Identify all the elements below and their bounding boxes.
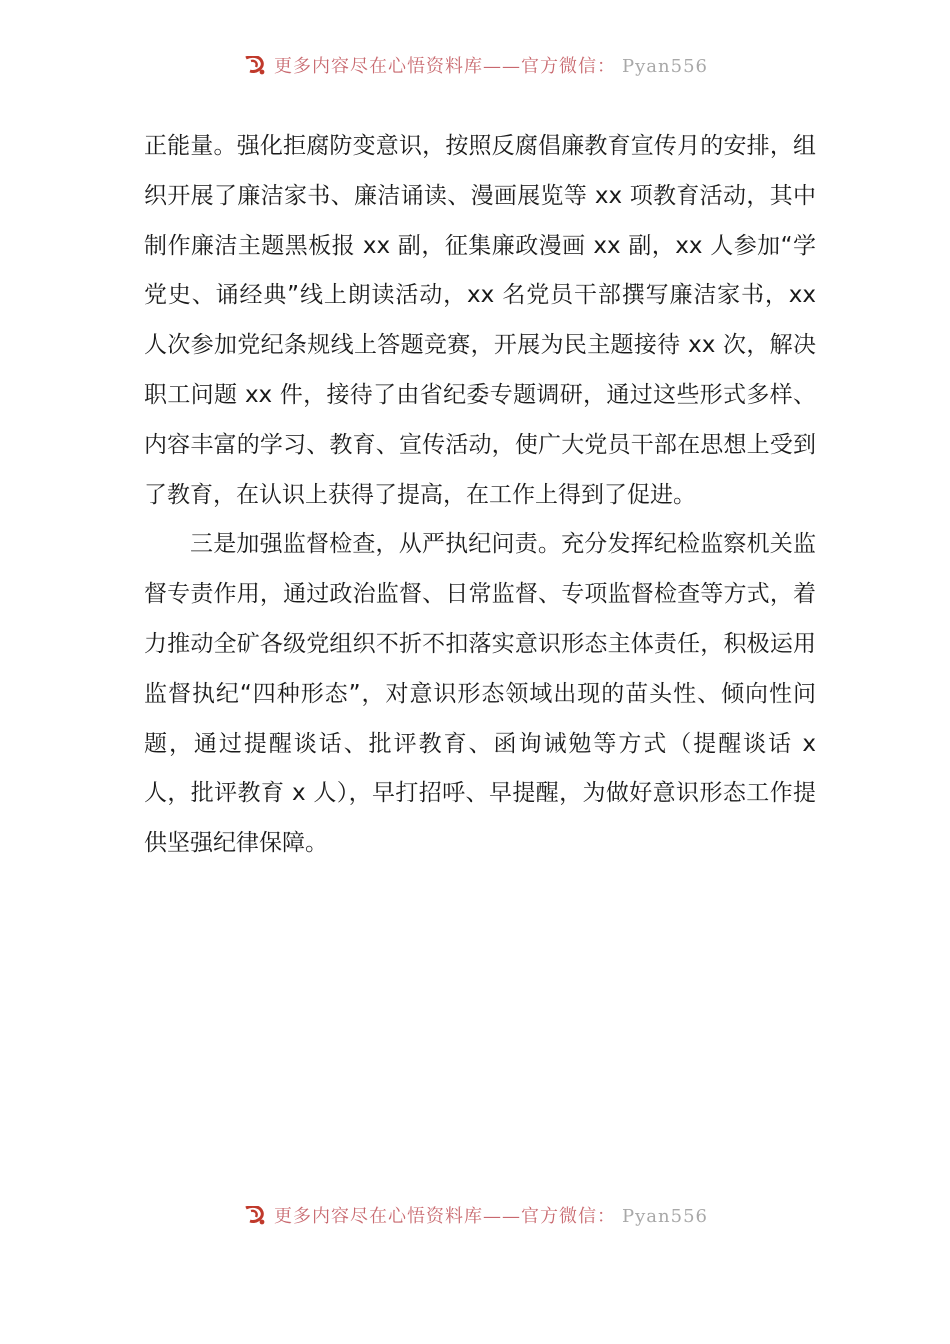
- watermark-wechat-id: Pyan556: [622, 1206, 708, 1227]
- header-watermark: [0, 56, 950, 86]
- watermark-wechat-id: Pyan556: [622, 56, 708, 77]
- brand-logo-icon: [242, 1206, 268, 1228]
- watermark-text: 更多内容尽在心悟资料库——官方微信：: [274, 1206, 617, 1227]
- brand-logo-icon: [242, 56, 268, 78]
- footer-watermark: [0, 1206, 950, 1236]
- watermark-text: 更多内容尽在心悟资料库——官方微信：: [274, 56, 617, 77]
- paragraph-1: 正能量。强化拒腐防变意识，按照反腐倡廉教育宣传月的安排，组织开展了廉洁家书、廉洁诵读、漫画展览等 xx 项教育活动，其中制作廉洁主题黑板报 xx 副，征集廉政漫画 xx 副，xx 人参加“学党史、诵经典”线上朗读活动，xx 名党员干部撰写廉洁家书，xx 人次参加党纪条规线上答题竞赛，开展为民主题接待 xx 次，解决职工问题 xx 件，接待了由省纪委专题调研，通过这些形式多样、内容丰富的学习、教育、宣传活动，使广大党员干部在思想上受到了教育，在认识上获得了提高，在工作上得到了促进。: [144, 133, 816, 508]
- paragraph-2: 三是加强监督检查，从严执纪问责。充分发挥纪检监察机关监督专责作用，通过政治监督、日常监督、专项监督检查等方式，着力推动全矿各级党组织不折不扣落实意识形态主体责任，积极运用监督执纪“四种形态”，对意识形态领域出现的苗头性、倾向性问题，通过提醒谈话、批评教育、函询诫勉等方式（提醒谈话 x 人，批评教育 x 人），早打招呼、早提醒，为做好意识形态工作提供坚强纪律保障。: [144, 531, 816, 857]
- document-body: [144, 122, 816, 869]
